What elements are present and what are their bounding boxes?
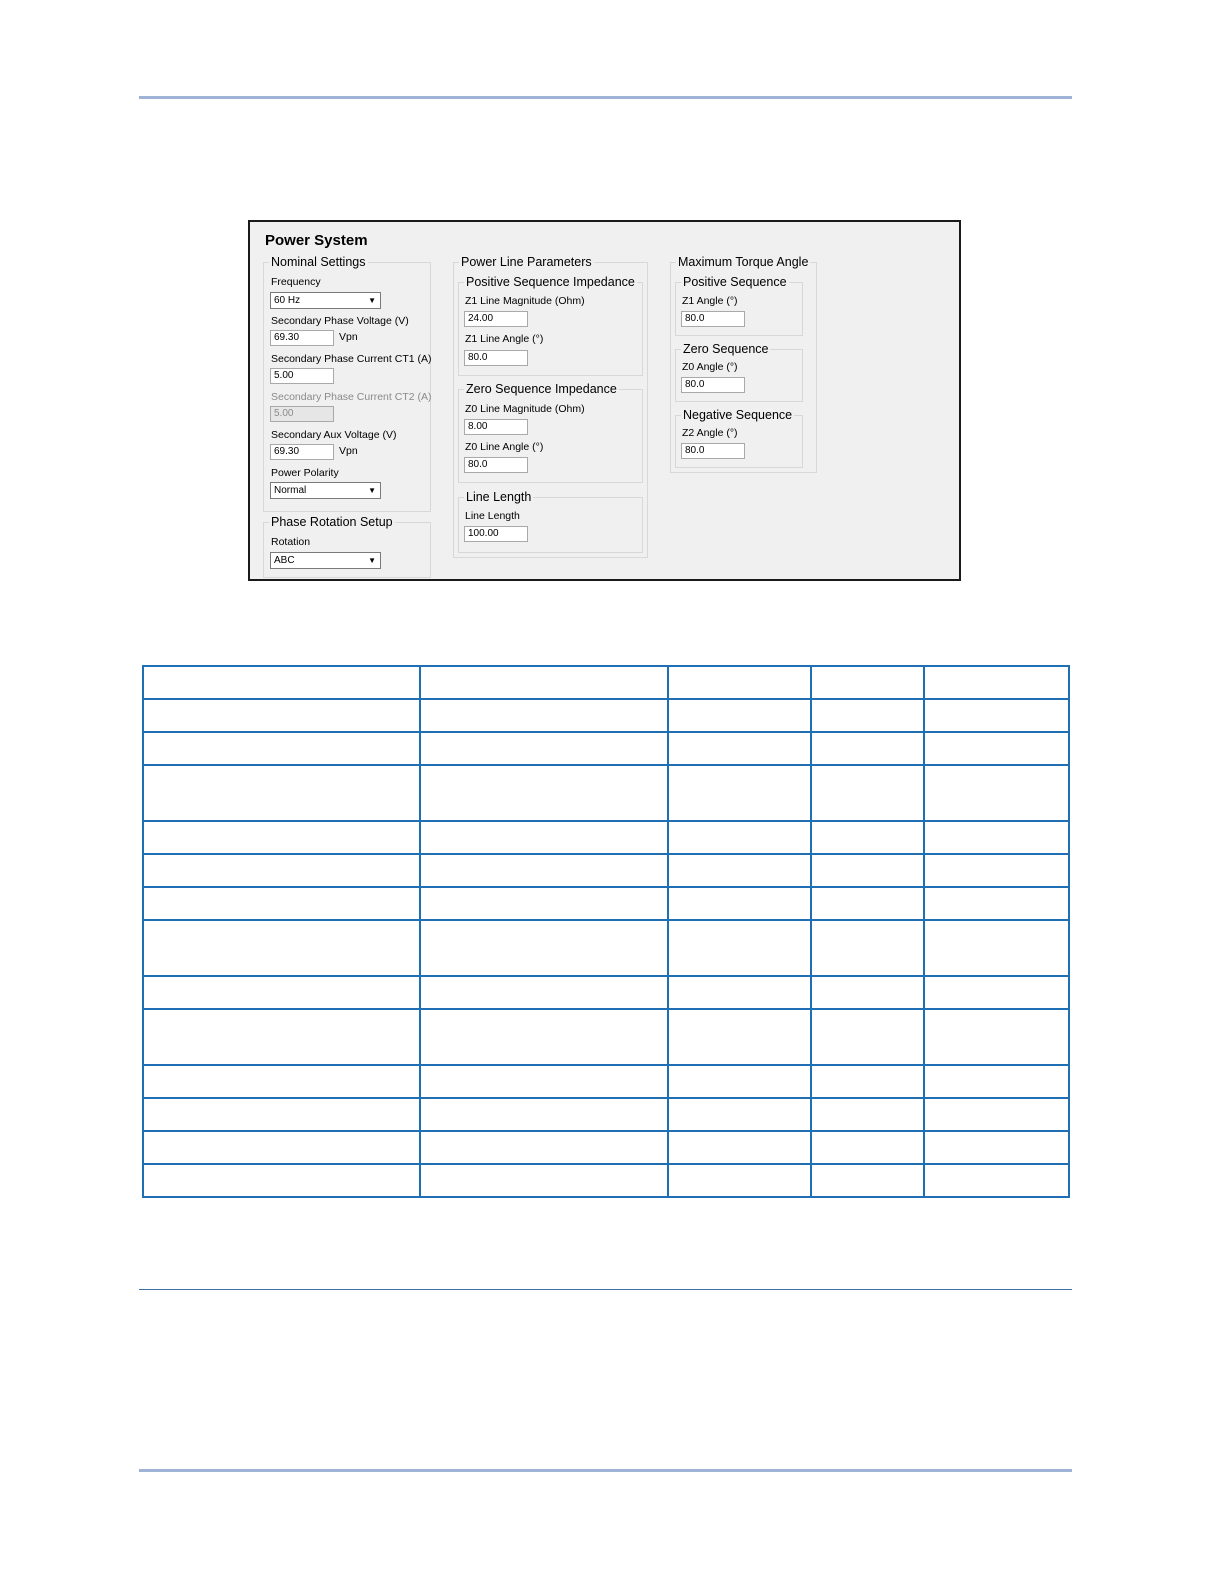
power-line-parameters-group <box>453 255 648 558</box>
footer-rule <box>139 1289 1072 1290</box>
table-row <box>143 854 1069 887</box>
group-title: Line Length <box>466 490 532 504</box>
header-rule <box>139 96 1072 99</box>
group-title: Zero Sequence Impedance <box>466 382 617 396</box>
table-row <box>143 976 1069 1009</box>
line-length-group <box>458 490 643 553</box>
group-title: Negative Sequence <box>683 408 793 422</box>
panel-title: Power System <box>265 232 368 249</box>
mta-positive-sequence-group <box>675 275 803 336</box>
z2-angle-field[interactable]: 80.0 <box>681 443 745 459</box>
sec-phase-current-ct1-field[interactable]: 5.00 <box>270 368 334 384</box>
sec-phase-current-ct2-label: Secondary Phase Current CT2 (A) <box>271 391 432 403</box>
table-row <box>143 1098 1069 1131</box>
dropdown-arrow-icon: ▼ <box>368 296 376 305</box>
power-polarity-dropdown[interactable] <box>270 482 381 499</box>
z1-line-magnitude-label: Z1 Line Magnitude (Ohm) <box>465 295 585 307</box>
unit-label: Vpn <box>339 331 358 343</box>
dropdown-value: Normal <box>274 485 307 496</box>
group-title: Positive Sequence Impedance <box>466 275 635 289</box>
dropdown-value: 60 Hz <box>274 295 301 306</box>
z0-line-magnitude-field[interactable]: 8.00 <box>464 419 528 435</box>
zero-sequence-impedance-group <box>458 382 643 483</box>
rotation-dropdown[interactable] <box>270 552 381 569</box>
table-row <box>143 699 1069 732</box>
dropdown-arrow-icon: ▼ <box>368 486 376 495</box>
sec-phase-voltage-label: Secondary Phase Voltage (V) <box>271 315 409 327</box>
maximum-torque-angle-group <box>670 255 817 473</box>
sec-phase-current-ct1-label: Secondary Phase Current CT1 (A) <box>271 353 432 365</box>
z1-line-magnitude-field[interactable]: 24.00 <box>464 311 528 327</box>
bottom-rule <box>139 1469 1072 1472</box>
table-row <box>143 1009 1069 1065</box>
sec-phase-current-ct2-field: 5.00 <box>270 406 334 422</box>
nominal-settings-group <box>263 255 432 512</box>
table-row <box>143 765 1069 821</box>
sec-aux-voltage-field[interactable]: 69.30 <box>270 444 334 460</box>
z0-line-angle-field[interactable]: 80.0 <box>464 457 528 473</box>
z0-line-angle-label: Z0 Line Angle (°) <box>465 441 544 453</box>
phase-rotation-group <box>263 515 431 578</box>
dropdown-arrow-icon: ▼ <box>368 556 376 565</box>
table-row <box>143 732 1069 765</box>
positive-sequence-impedance-group <box>458 275 643 376</box>
table-row <box>143 1065 1069 1098</box>
frequency-dropdown[interactable] <box>270 292 381 309</box>
power-system-panel <box>248 220 961 581</box>
settings-table <box>142 665 1070 1198</box>
rotation-label: Rotation <box>271 536 311 548</box>
z1-angle-label: Z1 Angle (°) <box>682 295 738 307</box>
z1-angle-field[interactable]: 80.0 <box>681 311 745 327</box>
z1-line-angle-field[interactable]: 80.0 <box>464 350 528 366</box>
table-row <box>143 887 1069 920</box>
dropdown-value: ABC <box>274 555 295 566</box>
mta-zero-sequence-group <box>675 342 803 402</box>
table-row <box>143 821 1069 854</box>
group-title: Zero Sequence <box>683 342 769 356</box>
table-header-row <box>143 666 1069 699</box>
group-title: Phase Rotation Setup <box>271 515 393 529</box>
table-row <box>143 920 1069 976</box>
line-length-field[interactable]: 100.00 <box>464 526 528 542</box>
unit-label: Vpn <box>339 445 358 457</box>
z0-angle-field[interactable]: 80.0 <box>681 377 745 393</box>
frequency-label: Frequency <box>271 276 321 288</box>
z0-line-magnitude-label: Z0 Line Magnitude (Ohm) <box>465 403 585 415</box>
group-title: Power Line Parameters <box>461 255 592 269</box>
mta-negative-sequence-group <box>675 408 803 468</box>
line-length-label: Line Length <box>465 510 520 522</box>
sec-aux-voltage-label: Secondary Aux Voltage (V) <box>271 429 397 441</box>
z1-line-angle-label: Z1 Line Angle (°) <box>465 333 544 345</box>
table-row <box>143 1164 1069 1197</box>
group-title: Positive Sequence <box>683 275 787 289</box>
table-row <box>143 1131 1069 1164</box>
power-polarity-label: Power Polarity <box>271 467 339 479</box>
sec-phase-voltage-field[interactable]: 69.30 <box>270 330 334 346</box>
group-title: Maximum Torque Angle <box>678 255 809 269</box>
z2-angle-label: Z2 Angle (°) <box>682 427 738 439</box>
group-title: Nominal Settings <box>271 255 366 269</box>
z0-angle-label: Z0 Angle (°) <box>682 361 738 373</box>
